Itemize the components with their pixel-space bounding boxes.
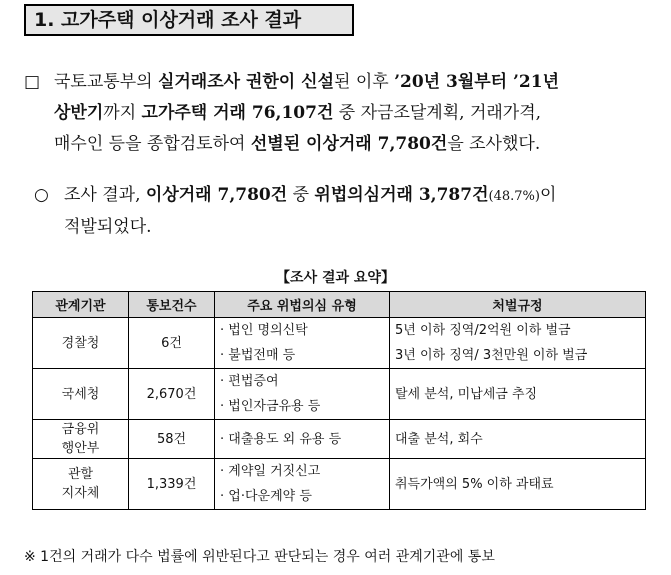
paragraph-result-line-1: ○ 조사 결과, 이상거래 7,780건 중 위법의심거래 3,787건(48.7%)이 bbox=[34, 180, 556, 212]
footnote: ※ 1건의 거래가 다수 법률에 위반된다고 판단되는 경우 여러 관계기관에 통보 bbox=[24, 549, 495, 565]
table-row bbox=[33, 459, 646, 510]
count-cell: 6건 bbox=[129, 318, 215, 369]
agency-cell: 금융위 행안부 bbox=[33, 420, 129, 459]
table-row bbox=[33, 369, 646, 420]
penalty-cell: 탈세 분석, 미납세금 추징 bbox=[390, 369, 646, 420]
types-cell: · 계약일 거짓신고 · 업·다운계약 등 bbox=[215, 459, 390, 510]
penalty-cell: 5년 이하 징역/2억원 이하 벌금 3년 이하 징역/ 3천만원 이하 벌금 bbox=[390, 318, 646, 369]
penalty-cell: 취득가액의 5% 이하 과태료 bbox=[390, 459, 646, 510]
paragraph-result-line-2: 적발되었다. bbox=[64, 217, 152, 237]
paragraph-main-line-3: 매수인 등을 종합검토하여 선별된 이상거래 7,780건을 조사했다. bbox=[54, 134, 541, 154]
circle-bullet-icon: ○ bbox=[34, 185, 49, 205]
paragraph-main-line-1: □ 국토교통부의 실거래조사 권한이 신설된 이후 ’20년 3월부터 ’21년 bbox=[24, 67, 559, 98]
header-types: 주요 위법의심 유형 bbox=[215, 292, 390, 318]
table-row bbox=[33, 420, 646, 459]
agency-cell: 관할 지자체 bbox=[33, 459, 129, 510]
header-agency: 관계기관 bbox=[33, 292, 129, 318]
types-cell: · 법인 명의신탁 · 불법전매 등 bbox=[215, 318, 390, 369]
paragraph-result bbox=[34, 180, 556, 243]
table-row bbox=[33, 318, 646, 369]
table-header-row bbox=[33, 292, 646, 318]
types-cell: · 편법증여 · 법인자금유용 등 bbox=[215, 369, 390, 420]
section-title: 1. 고가주택 이상거래 조사 결과 bbox=[24, 4, 354, 36]
header-count: 통보건수 bbox=[129, 292, 215, 318]
table-caption: 【조사 결과 요약】 bbox=[276, 270, 395, 286]
paragraph-main-line-2: 상반기까지 고가주택 거래 76,107건 중 자금조달계획, 거래가격, bbox=[54, 103, 542, 123]
paragraph-main bbox=[24, 67, 559, 160]
agency-cell: 국세청 bbox=[33, 369, 129, 420]
summary-table bbox=[32, 291, 646, 510]
penalty-cell: 대출 분석, 회수 bbox=[390, 420, 646, 459]
count-cell: 58건 bbox=[129, 420, 215, 459]
square-bullet-icon: □ bbox=[24, 72, 41, 92]
header-penalty: 처벌규정 bbox=[390, 292, 646, 318]
count-cell: 2,670건 bbox=[129, 369, 215, 420]
agency-cell: 경찰청 bbox=[33, 318, 129, 369]
count-cell: 1,339건 bbox=[129, 459, 215, 510]
types-cell: · 대출용도 외 유용 등 bbox=[215, 420, 390, 459]
